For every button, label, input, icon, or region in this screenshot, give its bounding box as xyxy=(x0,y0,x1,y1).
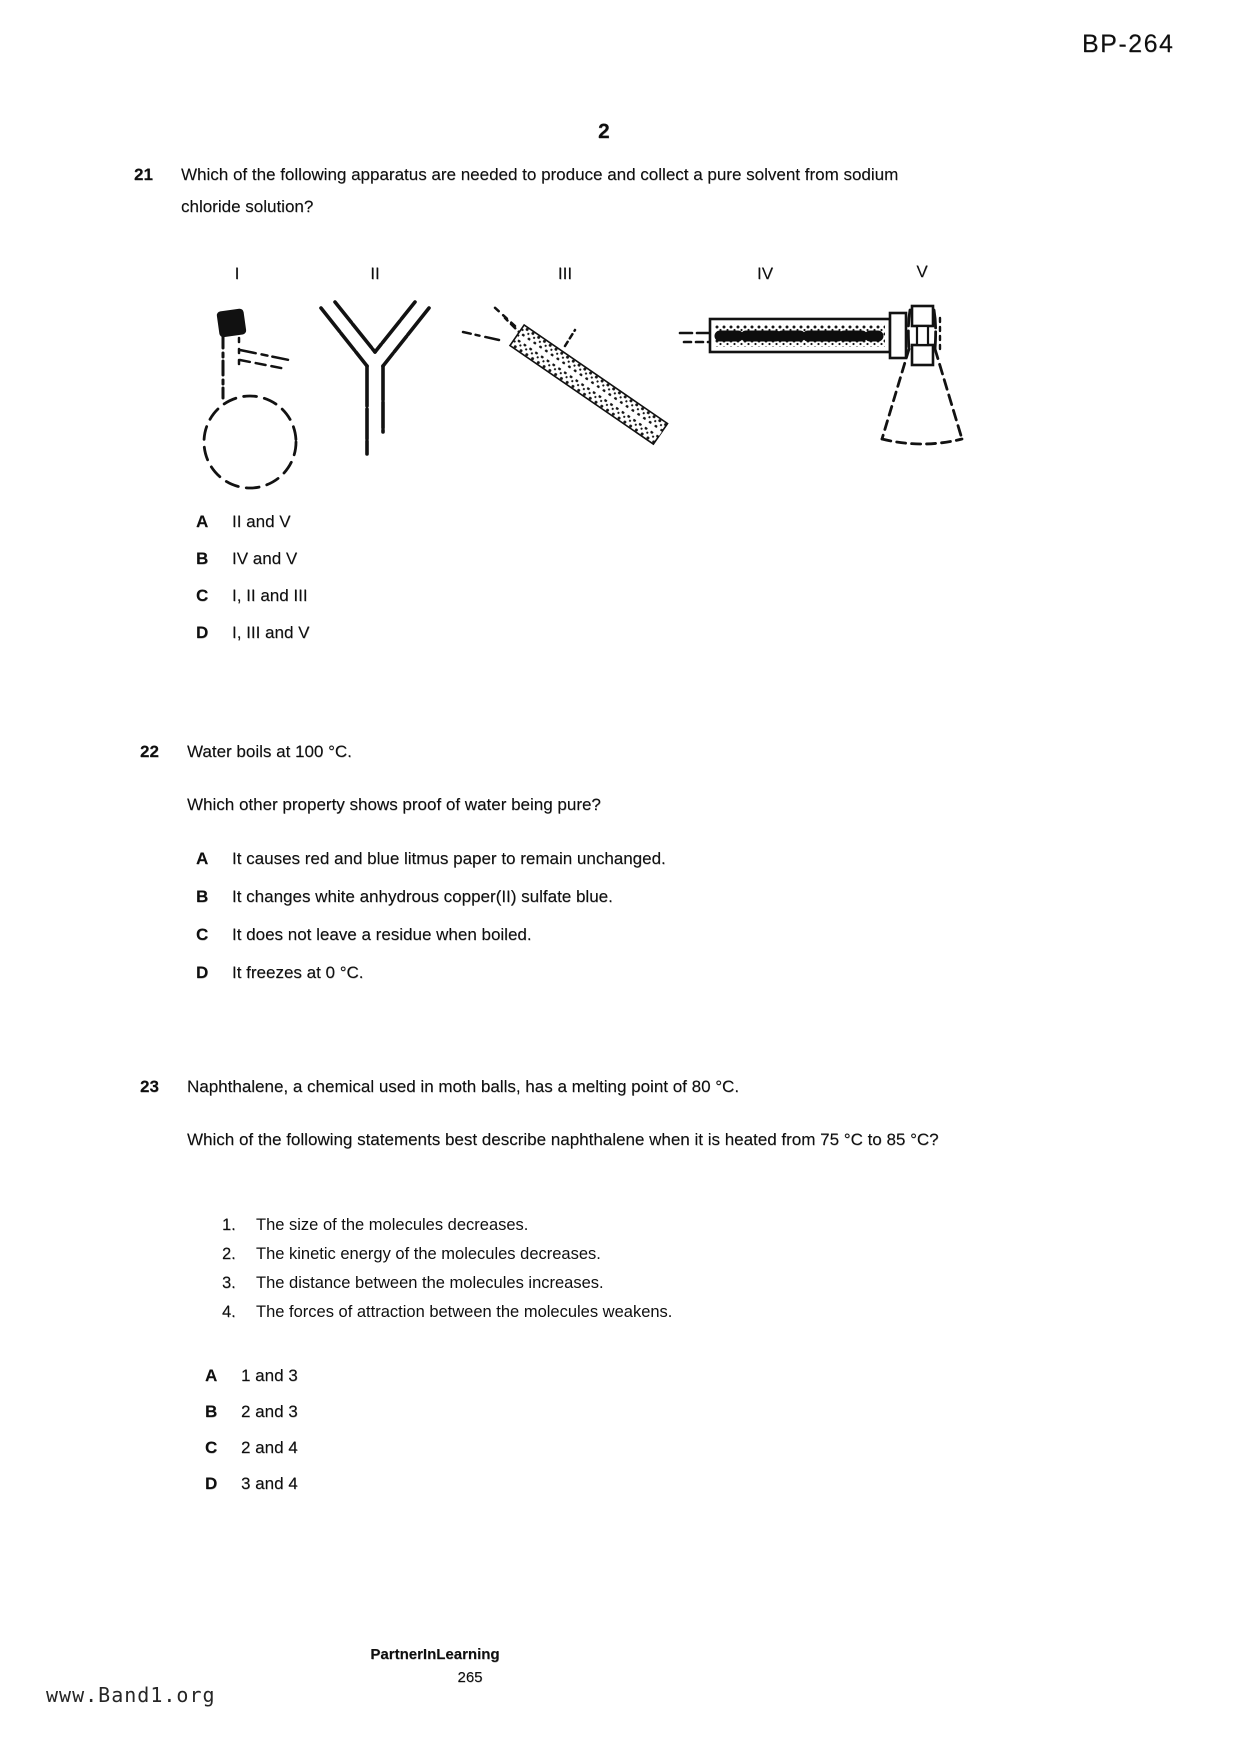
round-bottom-flask-drawing xyxy=(195,302,305,494)
option-text: I, III and V xyxy=(232,623,310,642)
option-letter: D xyxy=(196,623,209,642)
statement-text: The forces of attraction between the molecules weakens. xyxy=(256,1303,673,1321)
apparatus-label-2: II xyxy=(370,264,380,283)
q22-option-c xyxy=(196,925,532,945)
footer-page-ref: 265 xyxy=(457,1669,483,1686)
apparatus-label-3: III xyxy=(557,264,573,283)
option-letter: B xyxy=(205,1402,218,1421)
q22-option-b xyxy=(196,887,613,907)
q23-number: 23 xyxy=(140,1077,159,1096)
q23-option-a xyxy=(205,1366,298,1386)
option-text: IV and V xyxy=(232,549,298,568)
option-letter: C xyxy=(196,925,209,944)
option-letter: C xyxy=(205,1438,218,1457)
option-letter: B xyxy=(196,887,209,906)
option-text: 2 and 3 xyxy=(241,1402,298,1421)
apparatus-label-1: I xyxy=(234,264,240,283)
q22-question: Which other property shows proof of water being pure? xyxy=(187,795,601,814)
option-letter: C xyxy=(196,586,209,605)
option-letter: D xyxy=(205,1474,218,1493)
q23-statement-1 xyxy=(222,1216,528,1235)
option-text: 3 and 4 xyxy=(241,1474,298,1493)
option-letter: A xyxy=(205,1366,218,1385)
option-text: 1 and 3 xyxy=(241,1366,298,1385)
q23-option-c xyxy=(205,1438,298,1458)
q22-intro: Water boils at 100 °C. xyxy=(187,742,352,761)
option-text: 2 and 4 xyxy=(241,1438,298,1457)
statement-text: The kinetic energy of the molecules decreases. xyxy=(256,1245,601,1263)
q21-option-b xyxy=(196,549,297,569)
statement-text: The distance between the molecules increases. xyxy=(256,1274,604,1292)
q23-intro: Naphthalene, a chemical used in moth balls, has a melting point of 80 °C. xyxy=(187,1077,740,1096)
watermark-url: www.Band1.org xyxy=(46,1683,216,1707)
q23-question: Which of the following statements best describe naphthalene when it is heated from 75 °C to 85 °C? xyxy=(187,1130,939,1149)
option-text: It changes white anhydrous copper(II) sulfate blue. xyxy=(232,887,613,906)
statement-text: The size of the molecules decreases. xyxy=(256,1216,529,1234)
q23-statement-3 xyxy=(222,1274,604,1293)
q23-statement-4 xyxy=(222,1303,672,1322)
option-text: It does not leave a residue when boiled. xyxy=(232,925,532,944)
q21-number: 21 xyxy=(134,165,153,184)
apparatus-label-4: IV xyxy=(756,264,774,283)
q21-option-c xyxy=(196,586,308,606)
q21-option-d xyxy=(196,623,310,643)
q21-text: Which of the following apparatus are needed to produce and collect a pure solvent from sodium chloride solution? xyxy=(181,165,903,216)
statement-number: 2. xyxy=(222,1245,236,1263)
apparatus-label-5: V xyxy=(916,262,928,281)
q22-option-a xyxy=(196,849,666,869)
option-letter: A xyxy=(196,512,209,531)
condenser-drawing xyxy=(457,296,679,456)
page-number: 2 xyxy=(598,120,610,143)
q21-apparatus-figure xyxy=(185,262,985,502)
statement-number: 1. xyxy=(222,1216,236,1234)
doc-code: BP-264 xyxy=(1082,30,1175,58)
option-letter: D xyxy=(196,963,209,982)
q22-number: 22 xyxy=(140,742,159,761)
option-text: I, II and III xyxy=(232,586,308,605)
q23-option-b xyxy=(205,1402,298,1422)
y-tube-drawing xyxy=(313,302,437,460)
option-text: II and V xyxy=(232,512,291,531)
statement-number: 4. xyxy=(222,1303,236,1321)
q23-statement-2 xyxy=(222,1245,601,1264)
option-letter: A xyxy=(196,849,209,868)
q22-option-d xyxy=(196,963,364,983)
option-text: It freezes at 0 °C. xyxy=(232,963,364,982)
q23-option-d xyxy=(205,1474,298,1494)
option-text: It causes red and blue litmus paper to remain unchanged. xyxy=(232,849,666,868)
option-letter: B xyxy=(196,549,209,568)
q21-option-a xyxy=(196,512,291,532)
footer-brand: PartnerInLearning xyxy=(370,1646,500,1663)
conical-flask-drawing xyxy=(870,302,976,454)
statement-number: 3. xyxy=(222,1274,236,1292)
